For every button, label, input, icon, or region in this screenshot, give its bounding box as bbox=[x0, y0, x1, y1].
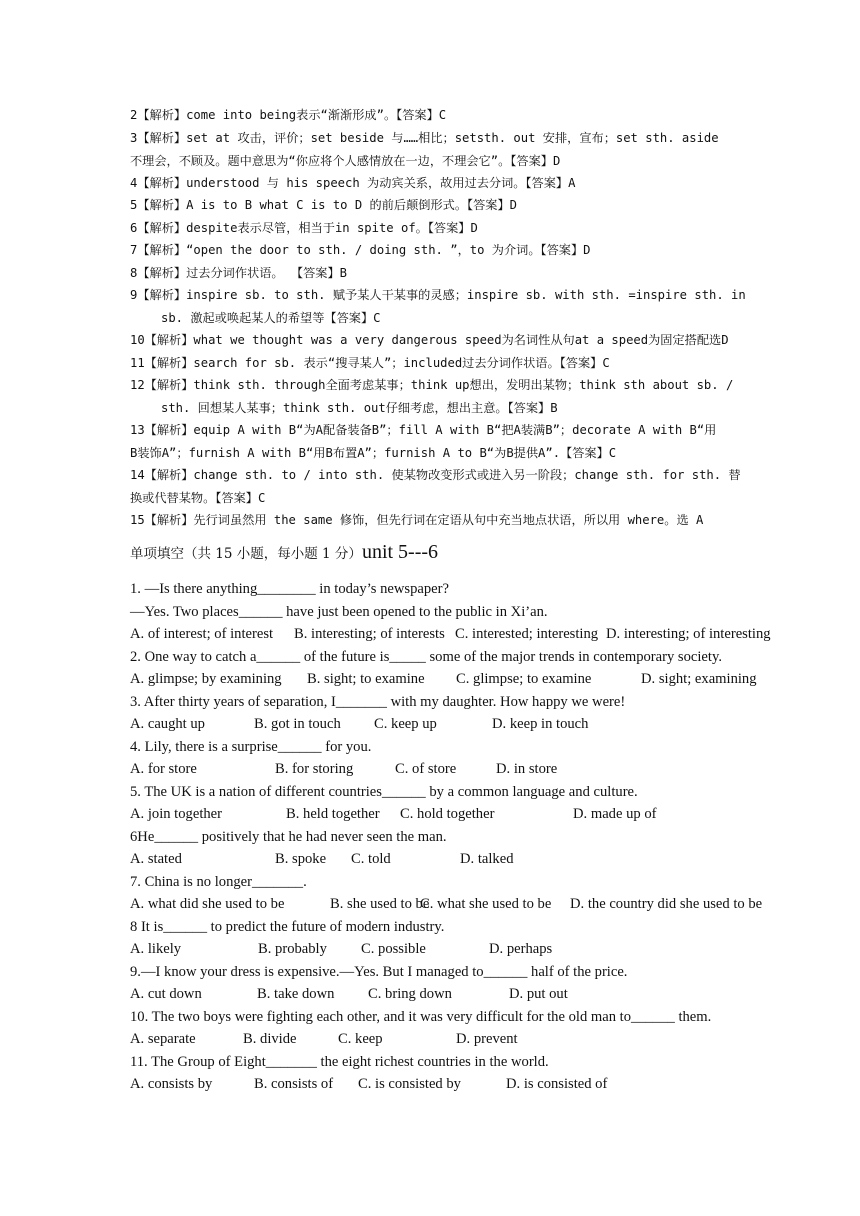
answer-explanation-2 bbox=[130, 104, 794, 127]
question-6-stem: 6He______ positively that he had never seen the man. bbox=[130, 829, 447, 845]
answer-line: 换或代替某物。【答案】C bbox=[130, 490, 266, 505]
question-2-stem: 2. One way to catch a______ of the future is_____ some of the major trends in contemporary society. bbox=[130, 649, 722, 665]
answer-explanation-5 bbox=[130, 194, 794, 217]
question-5-options bbox=[130, 805, 810, 823]
option-c: C. hold together bbox=[400, 806, 495, 822]
question-4-stem: 4. Lily, there is a surprise______ for you. bbox=[130, 739, 372, 755]
answer-line: B装饰A”；furnish A with B“用B布置A”；furnish A to B“为B提供A”.【答案】C bbox=[130, 445, 617, 460]
answer-explanation-12 bbox=[130, 374, 794, 419]
answer-explanation-14 bbox=[130, 464, 794, 509]
option-c: C. interested; interesting bbox=[455, 626, 599, 642]
question-1-options bbox=[130, 625, 810, 643]
option-a: A. separate bbox=[130, 1031, 196, 1047]
option-a: A. stated bbox=[130, 851, 182, 867]
option-b: B. held together bbox=[286, 806, 380, 822]
option-d: D. the country did she used to be bbox=[570, 896, 763, 912]
question-4-options bbox=[130, 760, 810, 778]
option-a: A. what did she used to be bbox=[130, 896, 285, 912]
option-d: D. talked bbox=[460, 851, 514, 867]
answer-line: 15【解析】先行词虽然用 the same 修饰，但先行词在定语从句中充当地点状语，所以用 where。选 A bbox=[130, 513, 704, 527]
option-b: B. she used to be bbox=[330, 896, 430, 912]
option-c: C. what she used to be bbox=[420, 896, 552, 912]
answer-explanation-11 bbox=[130, 352, 794, 375]
answer-explanation-13 bbox=[130, 419, 794, 464]
answer-line: 10【解析】what we thought was a very dangerous speed为名词性从句at a speed为固定搭配选D bbox=[130, 333, 729, 347]
answer-line: 9【解析】inspire sb. to sth. 赋予某人干某事的灵感；inspire sb. with sth. =inspire sth. in bbox=[130, 288, 746, 302]
option-c: C. glimpse; to examine bbox=[456, 671, 592, 687]
option-c: C. keep bbox=[338, 1031, 383, 1047]
option-d: D. sight; examining bbox=[641, 671, 757, 687]
option-b: B. interesting; of interests bbox=[294, 626, 445, 642]
question-3-stem: 3. After thirty years of separation, I_______ with my daughter. How happy we were! bbox=[130, 694, 626, 710]
option-d: D. put out bbox=[509, 986, 568, 1002]
question-11-stem: 11. The Group of Eight_______ the eight richest countries in the world. bbox=[130, 1054, 549, 1070]
question-1-stem: 1. —Is there anything________ in today’s newspaper? bbox=[130, 581, 449, 597]
question-9-options bbox=[130, 985, 810, 1003]
answer-explanation-10 bbox=[130, 329, 794, 352]
option-b: B. got in touch bbox=[254, 716, 341, 732]
option-b: B. sight; to examine bbox=[307, 671, 425, 687]
option-a: A. for store bbox=[130, 761, 197, 777]
answer-line: sb. 激起或唤起某人的希望等【答案】C bbox=[161, 310, 381, 325]
question-9-stem: 9.—I know your dress is expensive.—Yes. But I managed to______ half of the price. bbox=[130, 964, 628, 980]
option-d: D. keep in touch bbox=[492, 716, 589, 732]
answer-line: 14【解析】change sth. to / into sth. 使某物改变形式或进入另一阶段；change sth. for sth. 替 bbox=[130, 468, 741, 482]
option-a: A. caught up bbox=[130, 716, 205, 732]
answer-line: 6【解析】despite表示尽管，相当于in spite of。【答案】D bbox=[130, 221, 478, 235]
question-5-stem: 5. The UK is a nation of different countries______ by a common language and culture. bbox=[130, 784, 638, 800]
option-d: D. is consisted of bbox=[506, 1076, 608, 1092]
answer-line: 13【解析】equip A with B“为A配备装备B”；fill A with B“把A装满B”；decorate A with B“用 bbox=[130, 423, 717, 437]
answer-line: 4【解析】understood 与 his speech 为动宾关系，故用过去分词。【答案】A bbox=[130, 176, 576, 190]
answer-line: 8【解析】过去分词作状语。 【答案】B bbox=[130, 266, 348, 280]
answer-explanation-9 bbox=[130, 284, 794, 329]
option-b: B. probably bbox=[258, 941, 327, 957]
option-d: D. in store bbox=[496, 761, 558, 777]
option-c: C. possible bbox=[361, 941, 426, 957]
option-a: A. glimpse; by examining bbox=[130, 671, 282, 687]
question-8-options bbox=[130, 940, 810, 958]
question-8-stem: 8 It is______ to predict the future of modern industry. bbox=[130, 919, 445, 935]
question-11-options bbox=[130, 1075, 810, 1093]
question-3-options bbox=[130, 715, 810, 733]
answer-explanation-7 bbox=[130, 239, 794, 262]
answer-line: 2【解析】come into being表示“渐渐形成”。【答案】C bbox=[130, 108, 447, 122]
question-10-stem: 10. The two boys were fighting each other, and it was very difficult for the old man to______ them. bbox=[130, 1009, 712, 1025]
answer-line: 不理会，不顾及。题中意思为“你应将个人感情放在一边，不理会它”。【答案】D bbox=[130, 153, 561, 168]
option-d: D. perhaps bbox=[489, 941, 553, 957]
option-a: A. likely bbox=[130, 941, 182, 957]
question-7-stem: 7. China is no longer_______. bbox=[130, 874, 307, 890]
answer-line: 3【解析】set at 攻击，评价；set beside 与……相比；setsth. out 安排，宣布；set sth. aside bbox=[130, 131, 719, 145]
answer-line: 7【解析】“open the door to sth. / doing sth. ”，to 为介词。【答案】D bbox=[130, 243, 591, 257]
section-unit: unit 5---6 bbox=[361, 541, 439, 563]
answer-line: 5【解析】A is to B what C is to D 的前后颠倒形式。【答案】D bbox=[130, 198, 518, 212]
option-b: B. consists of bbox=[254, 1076, 334, 1092]
option-c: C. told bbox=[351, 851, 391, 867]
question-2-options bbox=[130, 670, 810, 688]
option-a: A. consists by bbox=[130, 1076, 213, 1092]
question-1-stem-line2: —Yes. Two places______ have just been opened to the public in Xi’an. bbox=[130, 604, 548, 620]
option-b: B. spoke bbox=[275, 851, 327, 867]
section-heading bbox=[130, 541, 438, 564]
question-10-options bbox=[130, 1030, 810, 1048]
section-title: 单项填空（共 15 小题，每小题 1 分） bbox=[130, 546, 362, 562]
option-c: C. bring down bbox=[368, 986, 452, 1002]
option-d: D. interesting; of interesting bbox=[606, 626, 771, 642]
answer-explanation-15 bbox=[130, 509, 794, 532]
question-6-options bbox=[130, 850, 810, 868]
answer-line: 11【解析】search for sb. 表示“搜寻某人”；included过去分词作状语。【答案】C bbox=[130, 356, 610, 370]
option-b: B. for storing bbox=[275, 761, 354, 777]
option-d: D. made up of bbox=[573, 806, 657, 822]
option-a: A. of interest; of interest bbox=[130, 626, 274, 642]
answer-line: sth. 回想某人某事；think sth. out仔细考虑，想出主意。【答案】B bbox=[161, 400, 558, 415]
option-c: C. of store bbox=[395, 761, 457, 777]
answer-line: 12【解析】think sth. through全面考虑某事；think up想出，发明出某物；think sth about sb. / bbox=[130, 378, 734, 392]
option-c: C. keep up bbox=[374, 716, 437, 732]
option-b: B. take down bbox=[257, 986, 335, 1002]
option-a: A. cut down bbox=[130, 986, 202, 1002]
answer-explanation-8 bbox=[130, 262, 794, 285]
option-a: A. join together bbox=[130, 806, 223, 822]
answer-explanation-4 bbox=[130, 172, 794, 195]
question-7-options bbox=[130, 895, 810, 913]
option-c: C. is consisted by bbox=[358, 1076, 461, 1092]
option-b: B. divide bbox=[243, 1031, 297, 1047]
answer-explanation-3 bbox=[130, 127, 794, 172]
answer-explanation-6 bbox=[130, 217, 794, 240]
option-d: D. prevent bbox=[456, 1031, 518, 1047]
